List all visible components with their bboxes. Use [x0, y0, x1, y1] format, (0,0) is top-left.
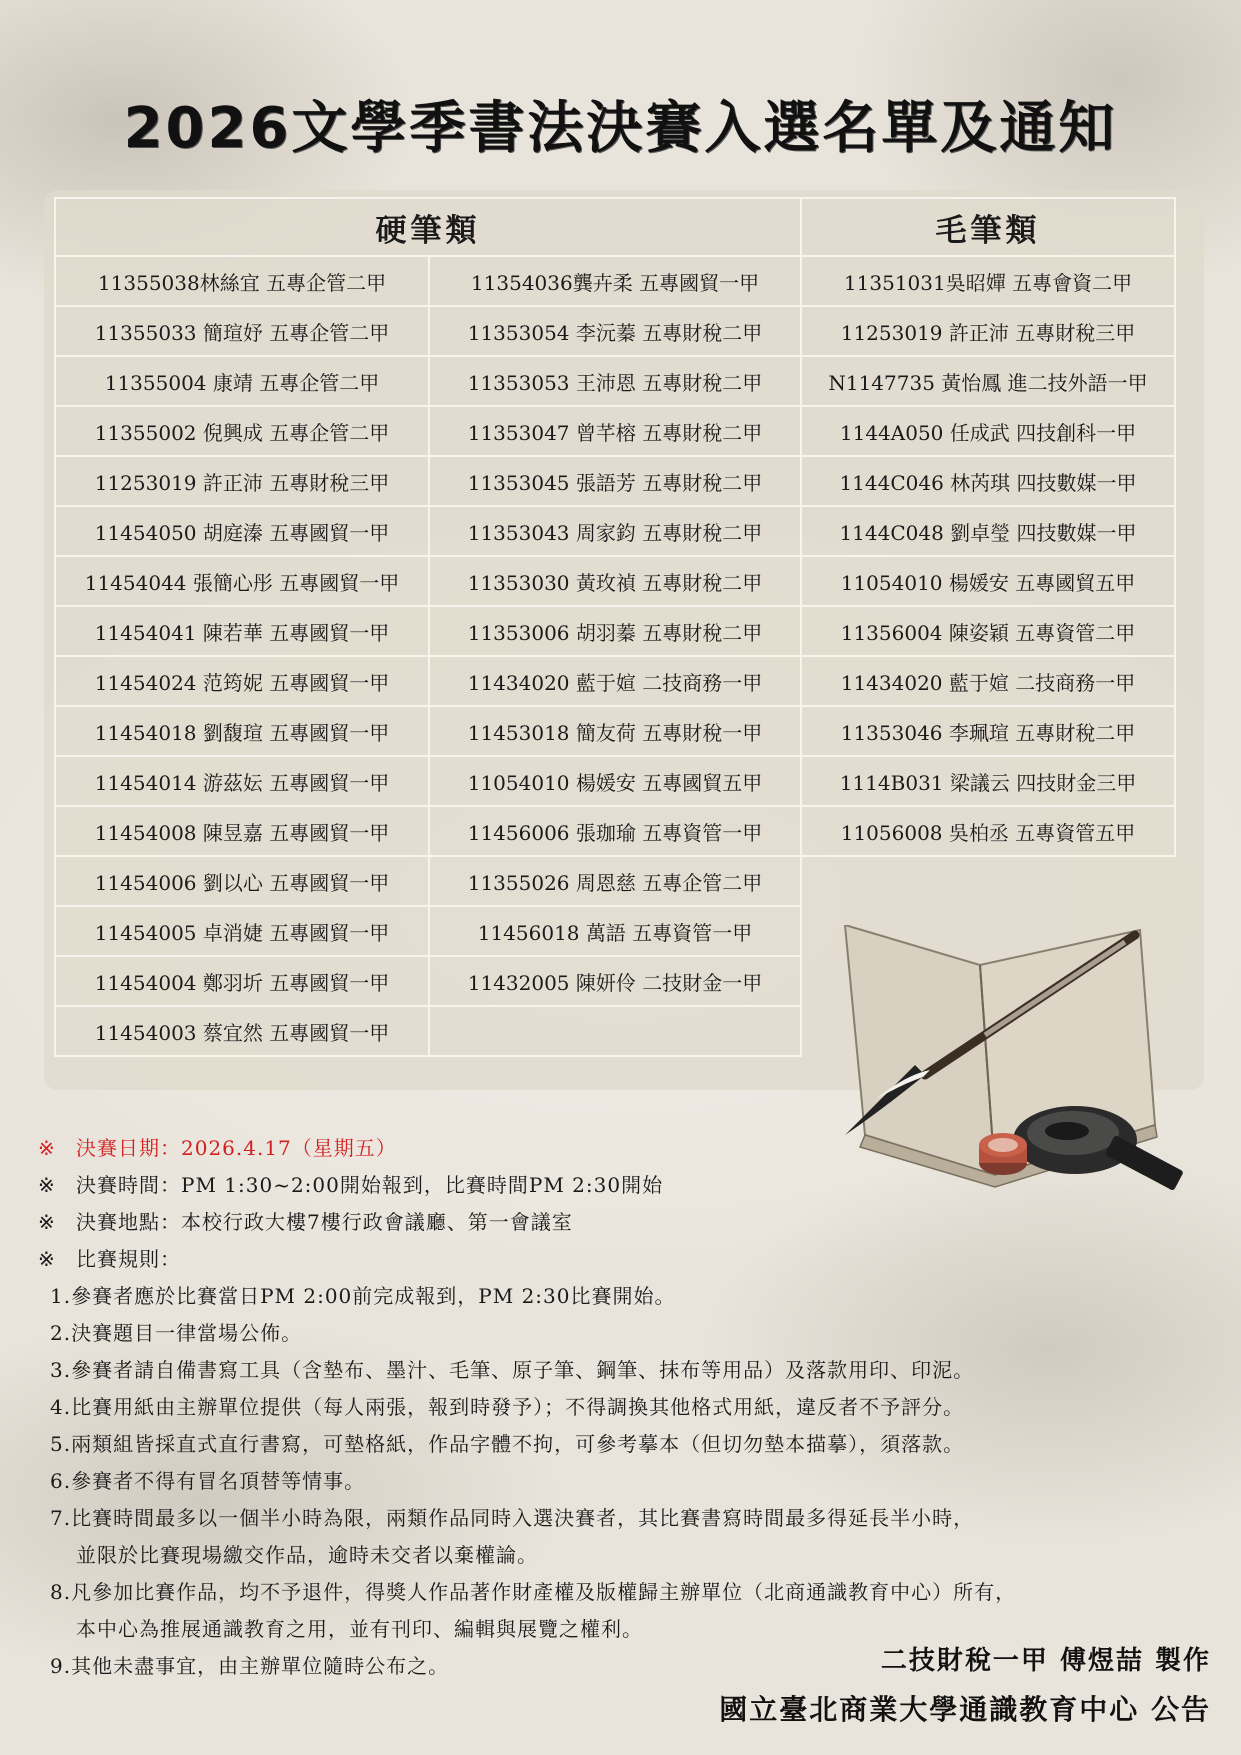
brush-entry: 11434020 藍于媗 二技商務一甲: [801, 656, 1175, 706]
hard-pen-entry: 11454044 張簡心彤 五專國貿一甲: [55, 556, 429, 606]
table-row: [55, 756, 1175, 806]
notice-item: [38, 1204, 1218, 1241]
rule-item: 3.參賽者請自備書寫工具（含墊布、墨汁、毛筆、原子筆、鋼筆、抹布等用品）及落款用印、印泥。: [50, 1358, 975, 1382]
brush-entry: [801, 856, 1175, 906]
table-row: [55, 406, 1175, 456]
brush-entry: 1144A050 任成武 四技創科一甲: [801, 406, 1175, 456]
table-row: [55, 456, 1175, 506]
table-row: [55, 806, 1175, 856]
hard-pen-entry: 11456018 萬語 五專資管一甲: [429, 906, 801, 956]
hard-pen-entry: 11353043 周家鈞 五專財稅二甲: [429, 506, 801, 556]
hard-pen-entry: 11353030 黃玫禎 五專財稅二甲: [429, 556, 801, 606]
hard-pen-entry: 11354036龔卉柔 五專國貿一甲: [429, 256, 801, 306]
reference-mark-icon: ※: [38, 1136, 56, 1160]
hard-pen-entry: 11453018 簡友荷 五專財稅一甲: [429, 706, 801, 756]
hard-pen-entry: 11355004 康靖 五專企管二甲: [55, 356, 429, 406]
notice-list: [38, 1130, 1218, 1278]
table-row: [55, 356, 1175, 406]
hard-pen-entry: 11454050 胡庭溱 五專國貿一甲: [55, 506, 429, 556]
brush-entry: 11056008 吳柏丞 五專資管五甲: [801, 806, 1175, 856]
hard-pen-entry: 11434020 藍于媗 二技商務一甲: [429, 656, 801, 706]
table-row: [55, 556, 1175, 606]
hard-pen-entry: 11454003 蔡宜然 五專國貿一甲: [55, 1006, 429, 1056]
brush-entry: 11351031吳昭嬋 五專會資二甲: [801, 256, 1175, 306]
hard-pen-entry: 11355026 周恩慈 五專企管二甲: [429, 856, 801, 906]
rule-item: 並限於比賽現場繳交作品，逾時未交者以棄權論。: [76, 1543, 538, 1567]
hard-pen-entry: 11353047 曾芊榕 五專財稅二甲: [429, 406, 801, 456]
hard-pen-entry: 11432005 陳妍伶 二技財金一甲: [429, 956, 801, 1006]
table-row: [55, 656, 1175, 706]
brush-entry: 1114B031 梁議云 四技財金三甲: [801, 756, 1175, 806]
hard-pen-entry: 11353053 王沛恩 五專財稅二甲: [429, 356, 801, 406]
brush-entry: 11054010 楊媛安 五專國貿五甲: [801, 556, 1175, 606]
notice-text: 決賽日期：2026.4.17（星期五）: [76, 1136, 397, 1160]
rule-item: 本中心為推展通識教育之用，並有刊印、編輯與展覽之權利。: [76, 1617, 643, 1641]
rule-item: 7.比賽時間最多以一個半小時為限，兩類作品同時入選決賽者，其比賽書寫時間最多得延長半小時，: [50, 1506, 975, 1530]
hard-pen-entry: 11353045 張語芳 五專財稅二甲: [429, 456, 801, 506]
rule-item: 9.其他未盡事宜，由主辦單位隨時公布之。: [50, 1654, 450, 1678]
reference-mark-icon: ※: [38, 1247, 56, 1271]
table-row: [55, 606, 1175, 656]
notice-text: 決賽地點：本校行政大樓7樓行政會議廳、第一會議室: [76, 1210, 573, 1234]
hard-pen-entry: 11454005 卓消婕 五專國貿一甲: [55, 906, 429, 956]
rule-item: 2.決賽題目一律當場公佈。: [50, 1321, 303, 1345]
hard-pen-header: 硬筆類: [55, 198, 801, 256]
notice-text: 決賽時間：PM 1:30~2:00開始報到，比賽時間PM 2:30開始: [76, 1173, 664, 1197]
table-row: [55, 706, 1175, 756]
rule-item: 1.參賽者應於比賽當日PM 2:00前完成報到，PM 2:30比賽開始。: [50, 1284, 676, 1308]
table-row: [55, 256, 1175, 306]
hard-pen-entry: 11054010 楊媛安 五專國貿五甲: [429, 756, 801, 806]
hard-pen-entry: 11454041 陳若華 五專國貿一甲: [55, 606, 429, 656]
brush-entry: 1144C046 林芮琪 四技數媒一甲: [801, 456, 1175, 506]
notice-item: [38, 1130, 1218, 1167]
reference-mark-icon: ※: [38, 1173, 56, 1197]
hard-pen-entry: 11454004 鄭羽圻 五專國貿一甲: [55, 956, 429, 1006]
hard-pen-entry: 11353006 胡羽蓁 五專財稅二甲: [429, 606, 801, 656]
rule-item: 8.凡參加比賽作品，均不予退件，得獎人作品著作財產權及版權歸主辦單位（北商通識教育中心）所有，: [50, 1580, 1017, 1604]
brush-entry: 1144C048 劉卓瑩 四技數媒一甲: [801, 506, 1175, 556]
rule-list: [38, 1278, 1218, 1685]
table-row: [55, 856, 1175, 906]
notice-text: 比賽規則：: [76, 1247, 181, 1271]
reference-mark-icon: ※: [38, 1210, 56, 1234]
notice-section: [38, 1130, 1218, 1685]
hard-pen-entry: [429, 1006, 801, 1056]
hard-pen-entry: 11454024 范筠妮 五專國貿一甲: [55, 656, 429, 706]
hard-pen-entry: 11454018 劉馥瑄 五專國貿一甲: [55, 706, 429, 756]
brush-entry: 11253019 許正沛 五專財稅三甲: [801, 306, 1175, 356]
rule-item: 6.參賽者不得有冒名頂替等情事。: [50, 1469, 366, 1493]
page-title: 2026文學季書法決賽入選名單及通知: [123, 96, 1118, 161]
hard-pen-entry: 11353054 李沅蓁 五專財稅二甲: [429, 306, 801, 356]
rule-item: 5.兩類組皆採直式直行書寫，可墊格紙，作品字體不拘，可參考摹本（但切勿墊本描摹），須落款。: [50, 1432, 965, 1456]
hard-pen-entry: 11253019 許正沛 五專財稅三甲: [55, 456, 429, 506]
rule-item: 4.比賽用紙由主辦單位提供（每人兩張，報到時發予）；不得調換其他格式用紙，違反者不予評分。: [50, 1395, 965, 1419]
brush-header: 毛筆類: [801, 198, 1175, 256]
brush-entry: 11356004 陳姿穎 五專資管二甲: [801, 606, 1175, 656]
hard-pen-entry: 11355002 倪興成 五專企管二甲: [55, 406, 429, 456]
hard-pen-entry: 11454014 游茲妘 五專國貿一甲: [55, 756, 429, 806]
table-row: [55, 306, 1175, 356]
notice-item: [38, 1241, 1218, 1278]
maker-credit: 二技財稅一甲 傅煜喆 製作: [880, 1646, 1211, 1676]
brush-entry: N1147735 黃怡鳳 進二技外語一甲: [801, 356, 1175, 406]
brush-entry: 11353046 李珮瑄 五專財稅二甲: [801, 706, 1175, 756]
hard-pen-entry: 11355033 簡瑄妤 五專企管二甲: [55, 306, 429, 356]
hard-pen-entry: 11456006 張珈瑜 五專資管一甲: [429, 806, 801, 856]
publisher-credit: 國立臺北商業大學通識教育中心 公告: [719, 1693, 1211, 1726]
notice-item: [38, 1167, 1218, 1204]
hard-pen-entry: 11454006 劉以心 五專國貿一甲: [55, 856, 429, 906]
table-row: [55, 506, 1175, 556]
hard-pen-entry: 11454008 陳昱嘉 五專國貿一甲: [55, 806, 429, 856]
hard-pen-entry: 11355038林絲宜 五專企管二甲: [55, 256, 429, 306]
